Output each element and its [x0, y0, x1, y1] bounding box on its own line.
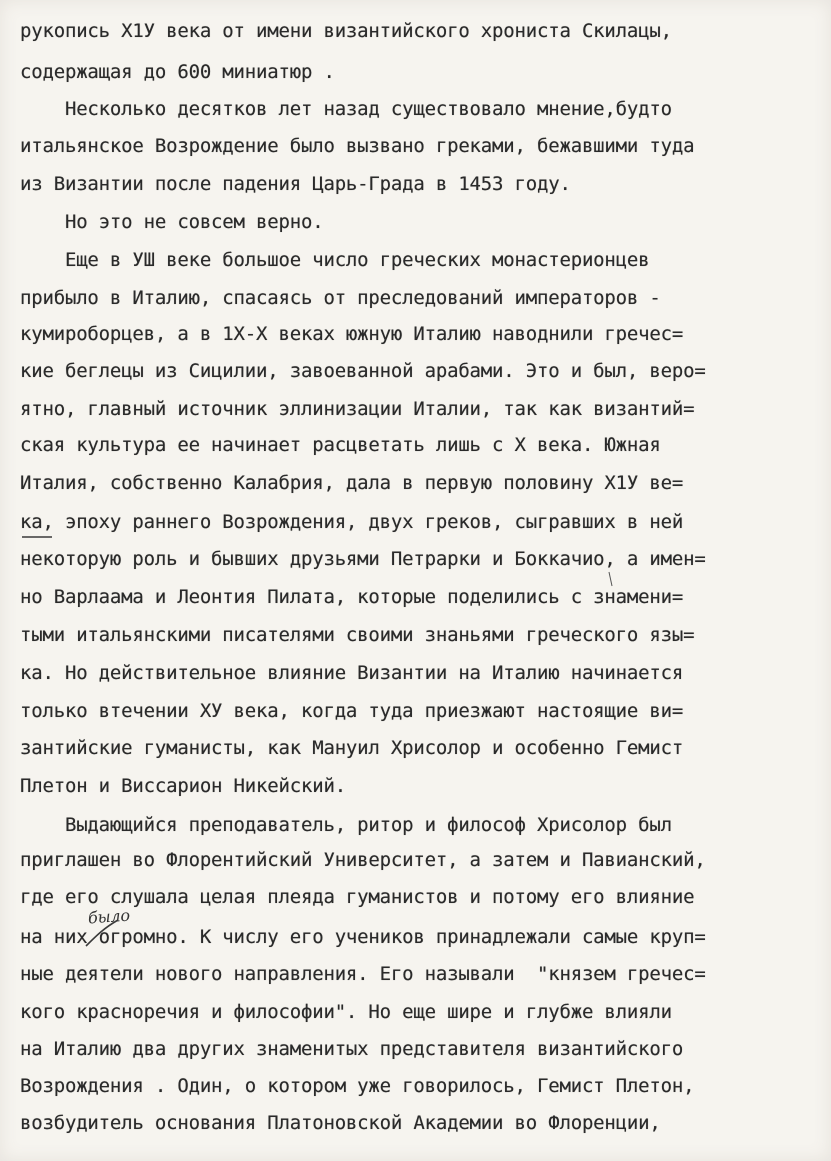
text-line-7: Еще в УШ веке большое число греческих монастерионцев	[20, 249, 650, 271]
text-line-22: Выдающийся преподаватель, ритор и философ Хрисолор был	[20, 814, 672, 836]
text-line-1: рукопись Х1У века от имени византийского хрониста Скилацы,	[20, 20, 672, 42]
text-line-23: приглашен во Флорентийский Университет, а затем и Павианский,	[20, 849, 706, 871]
text-line-26: ные деятели нового направления. Его называли "князем гречес=	[20, 963, 706, 985]
text-line-17: тыми итальянскими писателями своими знаньями греческого язы=	[20, 624, 695, 646]
text-line-16: но Варлаама и Леонтия Пилата, которые поделились с знамени=	[20, 586, 684, 608]
text-line-4: итальянское Возрождение было вызвано греками, бежавшими туда	[20, 135, 695, 157]
text-line-9: кумироборцев, а в 1Х-Х веках южную Италию наводнили гречес=	[20, 323, 684, 345]
text-line-2: содержащая до 600 миниатюр .	[20, 61, 335, 83]
text-line-21: Плетон и Виссарион Никейский.	[20, 775, 346, 797]
text-line-12: ская культура ее начинает расцветать лишь с Х века. Южная	[20, 434, 661, 456]
text-line-10: кие беглецы из Сицилии, завоеванной арабами. Это и был, веро=	[20, 360, 706, 382]
text-line-15: некоторую роль и бывших друзьями Петрарки и Боккачио, а имен=	[20, 548, 706, 570]
text-line-3: Несколько десятков лет назад существовало мнение,будто	[20, 98, 672, 120]
text-line-27: кого красноречия и философии". Но еще шире и глубже влияли	[20, 1001, 672, 1023]
text-line-19: только втечении ХУ века, когда туда приезжают настоящие ви=	[20, 700, 684, 722]
text-line-13: Италия, собственно Калабрия, дала в первую половину Х1У ве=	[20, 472, 684, 494]
text-line-24: где его слушала целая плеяда гуманистов и потому его влияние	[20, 886, 695, 908]
text-line-11: ятно, главный источник эллинизации Италии, так как византий=	[20, 398, 695, 420]
text-line-6: Но это не совсем верно.	[20, 211, 324, 233]
text-line-29: Возрождения . Один, о котором уже говорилось, Гемист Плетон,	[20, 1075, 695, 1097]
stroke-mark	[609, 572, 612, 586]
text-line-5: из Византии после падения Царь-Града в 1453 году.	[20, 173, 571, 195]
text-line-8: прибыло в Италию, спасаясь от преследований императоров -	[20, 287, 661, 309]
text-line-18: ка. Но действительное влияние Византии на Италию начинается	[20, 662, 684, 684]
text-line-14: ка, эпоху раннего Возрождения, двух греков, сыгравших в ней	[20, 511, 684, 533]
text-line-25: на них огромно. К числу его учеников принадлежали самые круп=	[20, 926, 706, 948]
handwritten-insertion: было	[87, 905, 131, 928]
text-line-28: на Италию два других знаменитых представителя византийского	[20, 1038, 684, 1060]
text-line-30: возбудитель основания Платоновской Академии во Флоренции,	[20, 1112, 661, 1134]
text-line-20: зантийские гуманисты, как Мануил Хрисолор и особенно Гемист	[20, 737, 684, 759]
